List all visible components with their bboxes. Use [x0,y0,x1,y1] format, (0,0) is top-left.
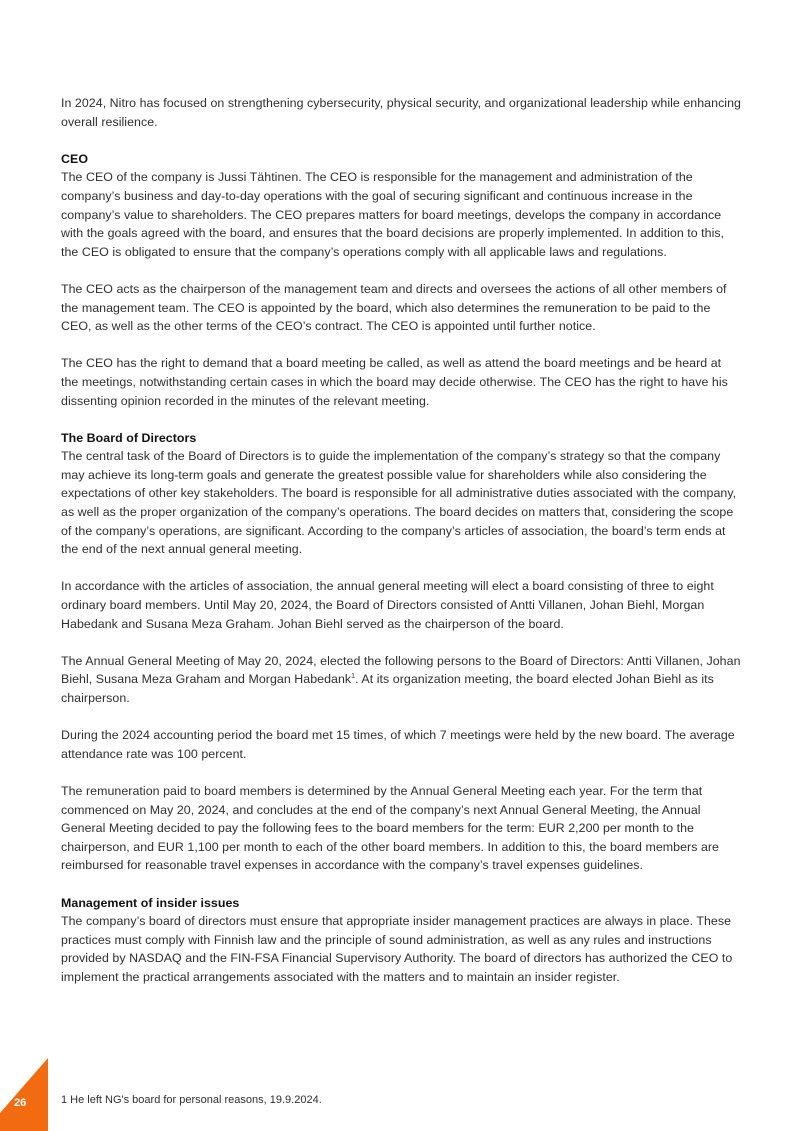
board-paragraph-1: The central task of the Board of Directors is to guide the implementation of the company’s strategy so that the company may achieve its long-term goals and generate the greatest possible value for shareholders while also considering the expectations of other key stakeholders. The board is responsible for all administrative duties associated with the company, as well as the proper organization of the company’s operations. The board decides on matters that, considering the scope of the company’s operations, are significant. According to the company’s articles of association, the board’s term ends at the end of the next annual general meeting. [61,449,737,557]
page-corner-triangle [0,1058,48,1131]
board-heading: The Board of Directors [61,430,197,445]
insider-heading: Management of insider issues [61,895,240,910]
page-number: 26 [14,1097,27,1109]
footnote: 1 He left NG's board for personal reasons, 19.9.2024. [61,1094,322,1106]
board-paragraph-5: The remuneration paid to board members is determined by the Annual General Meeting each year. For the term that commenced on May 20, 2024, and concludes at the end of the company’s next Annual General Meeting, the Annual General Meeting decided to pay the following fees to the board members for the term: EUR 2,200 per month to the chairperson, and EUR 1,100 per month to each of the other board members. In addition to this, the board members are reimbursed for reasonable travel expenses in accordance with the company’s travel expenses guidelines. [61,783,719,873]
board-paragraph-3 [61,652,741,708]
intro-paragraph: In 2024, Nitro has focused on strengthening cybersecurity, physical security, and organizational leadership while enhancing overall resilience. [61,96,741,129]
ceo-paragraph-3: The CEO has the right to demand that a board meeting be called, as well as attend the board meetings and be heard at the meetings, notwithstanding certain cases in which the board may decide otherwise. The CEO has the right to have his dissenting opinion recorded in the minutes of the relevant meeting. [61,356,728,408]
board-paragraph-3-text: The Annual General Meeting of May 20, 2024, elected the following persons to the Board of Directors: Antti Villanen, Johan Biehl, Susana Meza Graham and Morgan Habedank [61,653,741,687]
ceo-paragraph-1: The CEO of the company is Jussi Tähtinen. The CEO is responsible for the management and administration of the company’s business and day-to-day operations with the goal of securing significant and continuous increase in the company’s value to shareholders. The CEO prepares matters for board meetings, develops the company in accordance with the goals agreed with the board, and ensures that the board decisions are properly implemented. In addition to this, the CEO is obligated to ensure that the company’s operations comply with all applicable laws and regulations. [61,170,725,259]
document-body [61,94,741,987]
board-paragraph-2: In accordance with the articles of association, the annual general meeting will elect a board consisting of three to eight ordinary board members. Until May 20, 2024, the Board of Directors consisted of Antti Villanen, Johan Biehl, Morgan Habedank and Susana Meza Graham. Johan Biehl served as the chairperson of the board. [61,579,714,631]
footnote-reference: 1 [351,673,356,681]
ceo-heading: CEO [61,151,89,166]
board-paragraph-4: During the 2024 accounting period the board met 15 times, of which 7 meetings were held by the new board. The average attendance rate was 100 percent. [61,728,735,761]
insider-paragraph-1: The company’s board of directors must ensure that appropriate insider management practices are always in place. These practices must comply with Finnish law and the principle of sound administration, as well as any rules and instructions provided by NASDAQ and the FIN-FSA Financial Supervisory Authority. The board of directors has authorized the CEO to implement the practical arrangements associated with the matters and to maintain an insider register. [61,914,733,984]
board-paragraph-3-text-end: . At its organization meeting, the board elected Johan Biehl as its chairperson. [61,672,714,705]
ceo-paragraph-2: The CEO acts as the chairperson of the management team and directs and oversees the actions of all other members of the management team. The CEO is appointed by the board, which also determines the remuneration to be paid to the CEO, as well as the other terms of the CEO’s contract. The CEO is appointed until further notice. [61,281,727,334]
